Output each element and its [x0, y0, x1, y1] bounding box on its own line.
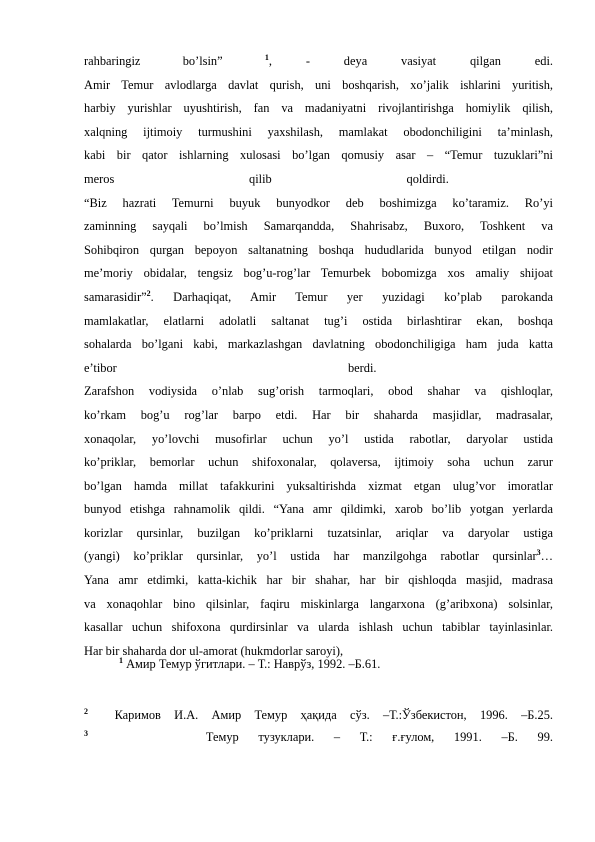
text-line: Har bir shaharda dor ul-amorat (hukmdorlar saroyi),	[84, 643, 344, 658]
text-line: “Biz hazrati Temurni buyuk bunyodkor deb boshimizga ko’taramiz. Ro’yi	[84, 195, 553, 210]
footnote-ref-1[interactable]: 1	[264, 52, 269, 62]
text-line: kasallar uchun shifoxona qurdirsinlar va ularda ishlash uchun tabiblar tayinlasinlar.	[84, 620, 553, 635]
text-line: Amir Temur avlodlarga davlat qurish, uni boshqarish, xo’jalik ishlarini yuritish,	[84, 77, 553, 92]
body-text	[84, 50, 553, 663]
text-line: meros qilib qoldirdi.	[84, 171, 553, 186]
text-line: ko’priklar, bemorlar uchun shifoxonalar, qolaversa, ijtimoiy soha uchun zarur	[84, 455, 553, 470]
footnote-number: 1	[119, 655, 123, 665]
footnote-3: $^3$ Темур тузуклари. – Т.: ғ.ғулом, 1991. –Б. 99.	[84, 728, 553, 744]
footnote-1	[119, 656, 380, 672]
text-line: kabi bir qator ishlarning xulosasi bo’lgan qomusiy asar – “Temur tuzuklari”ni	[84, 148, 553, 163]
text-line: bo’lgan hamda millat tafakkurini yuksaltirishda xizmat etgan ulug’vor imoratlar	[84, 478, 553, 493]
text-line: bunyod etishga rahnamolik qildi. “Yana amr qildimki, xarob bo’lib yotgan yerlarda	[84, 502, 553, 517]
text-line: samarasidir”$^2$. Darhaqiqat, Amir Temur yer yuzidagi ko’plab parokanda	[84, 288, 553, 304]
text-line: Yana amr etdimki, katta-kichik har bir shahar, har bir qishloqda masjid, madrasa	[84, 573, 553, 588]
text-line: va xonaqohlar bino qilsinlar, faqiru miskinlarga langarxona (g’aribxona) solsinlar,	[84, 596, 553, 611]
footnote-ref-2[interactable]: 2	[146, 288, 151, 298]
footnote-2: $^2$ Каримов И.А. Амир Темур ҳақида сўз. –Т.:Ўзбекистон, 1996. –Б.25.	[84, 706, 554, 722]
footnotes	[84, 704, 553, 748]
text-line: zaminning sayqali bo’lmish Samarqandda, Shahrisabz, Buxoro, Toshkent va	[84, 219, 553, 234]
text-line: Sohibqiron qurgan bepoyon saltanatning boshqa hududlarida bunyod etilgan nodir	[84, 242, 553, 257]
text-line: sohalarda bo’lgani kabi, markazlashgan davlatning obodonchiligiga ham juda katta	[84, 337, 553, 352]
text-line: e’tibor berdi.	[84, 360, 553, 375]
text-line: Zarafshon vodiysida o’nlab sug’orish tarmoqlari, obod shahar va qishloqlar,	[84, 384, 553, 399]
footnote-text: Амир Темур ўгитлари. – Т.: Наврўз, 1992. –Б.61.	[126, 657, 381, 671]
text-line: harbiy yurishlar uyushtirish, fan va madaniyatni rivojlantirishga homiylik qilish,	[84, 101, 553, 116]
text-line: rahbaringiz bo’lsin” $^1$, - deya vasiyat qilgan edi.	[84, 52, 553, 68]
text-line: xonaqolar, yo’lovchi musofirlar uchun yo’l ustida rabotlar, daryolar ustida	[84, 431, 553, 446]
text-line: xalqning ijtimoiy turmushini yaxshilash, mamlakat obodonchiligini ta’minlash,	[84, 124, 553, 139]
text-line: me’moriy obidalar, tengsiz bog’u-rog’lar Temurbek bobomizga xos amaliy shijoat	[84, 266, 553, 281]
text-line: mamlakatlar, elatlarni adolatli saltanat tug’i ostida birlashtirar ekan, boshqa	[84, 313, 553, 328]
text-line: ko’rkam bog’u rog’lar barpo etdi. Har bir shaharda masjidlar, madrasalar,	[84, 407, 553, 422]
footnote-ref-3[interactable]: 3	[536, 548, 541, 558]
text-line: (yangi) ko’priklar qursinlar, yo’l ustida har manzilgohga rabotlar qursinlar$^3$…	[84, 548, 553, 564]
text-line: korizlar qursinlar, buzilgan ko’priklarni tuzatsinlar, ariqlar va daryolar ustiga	[84, 525, 553, 540]
